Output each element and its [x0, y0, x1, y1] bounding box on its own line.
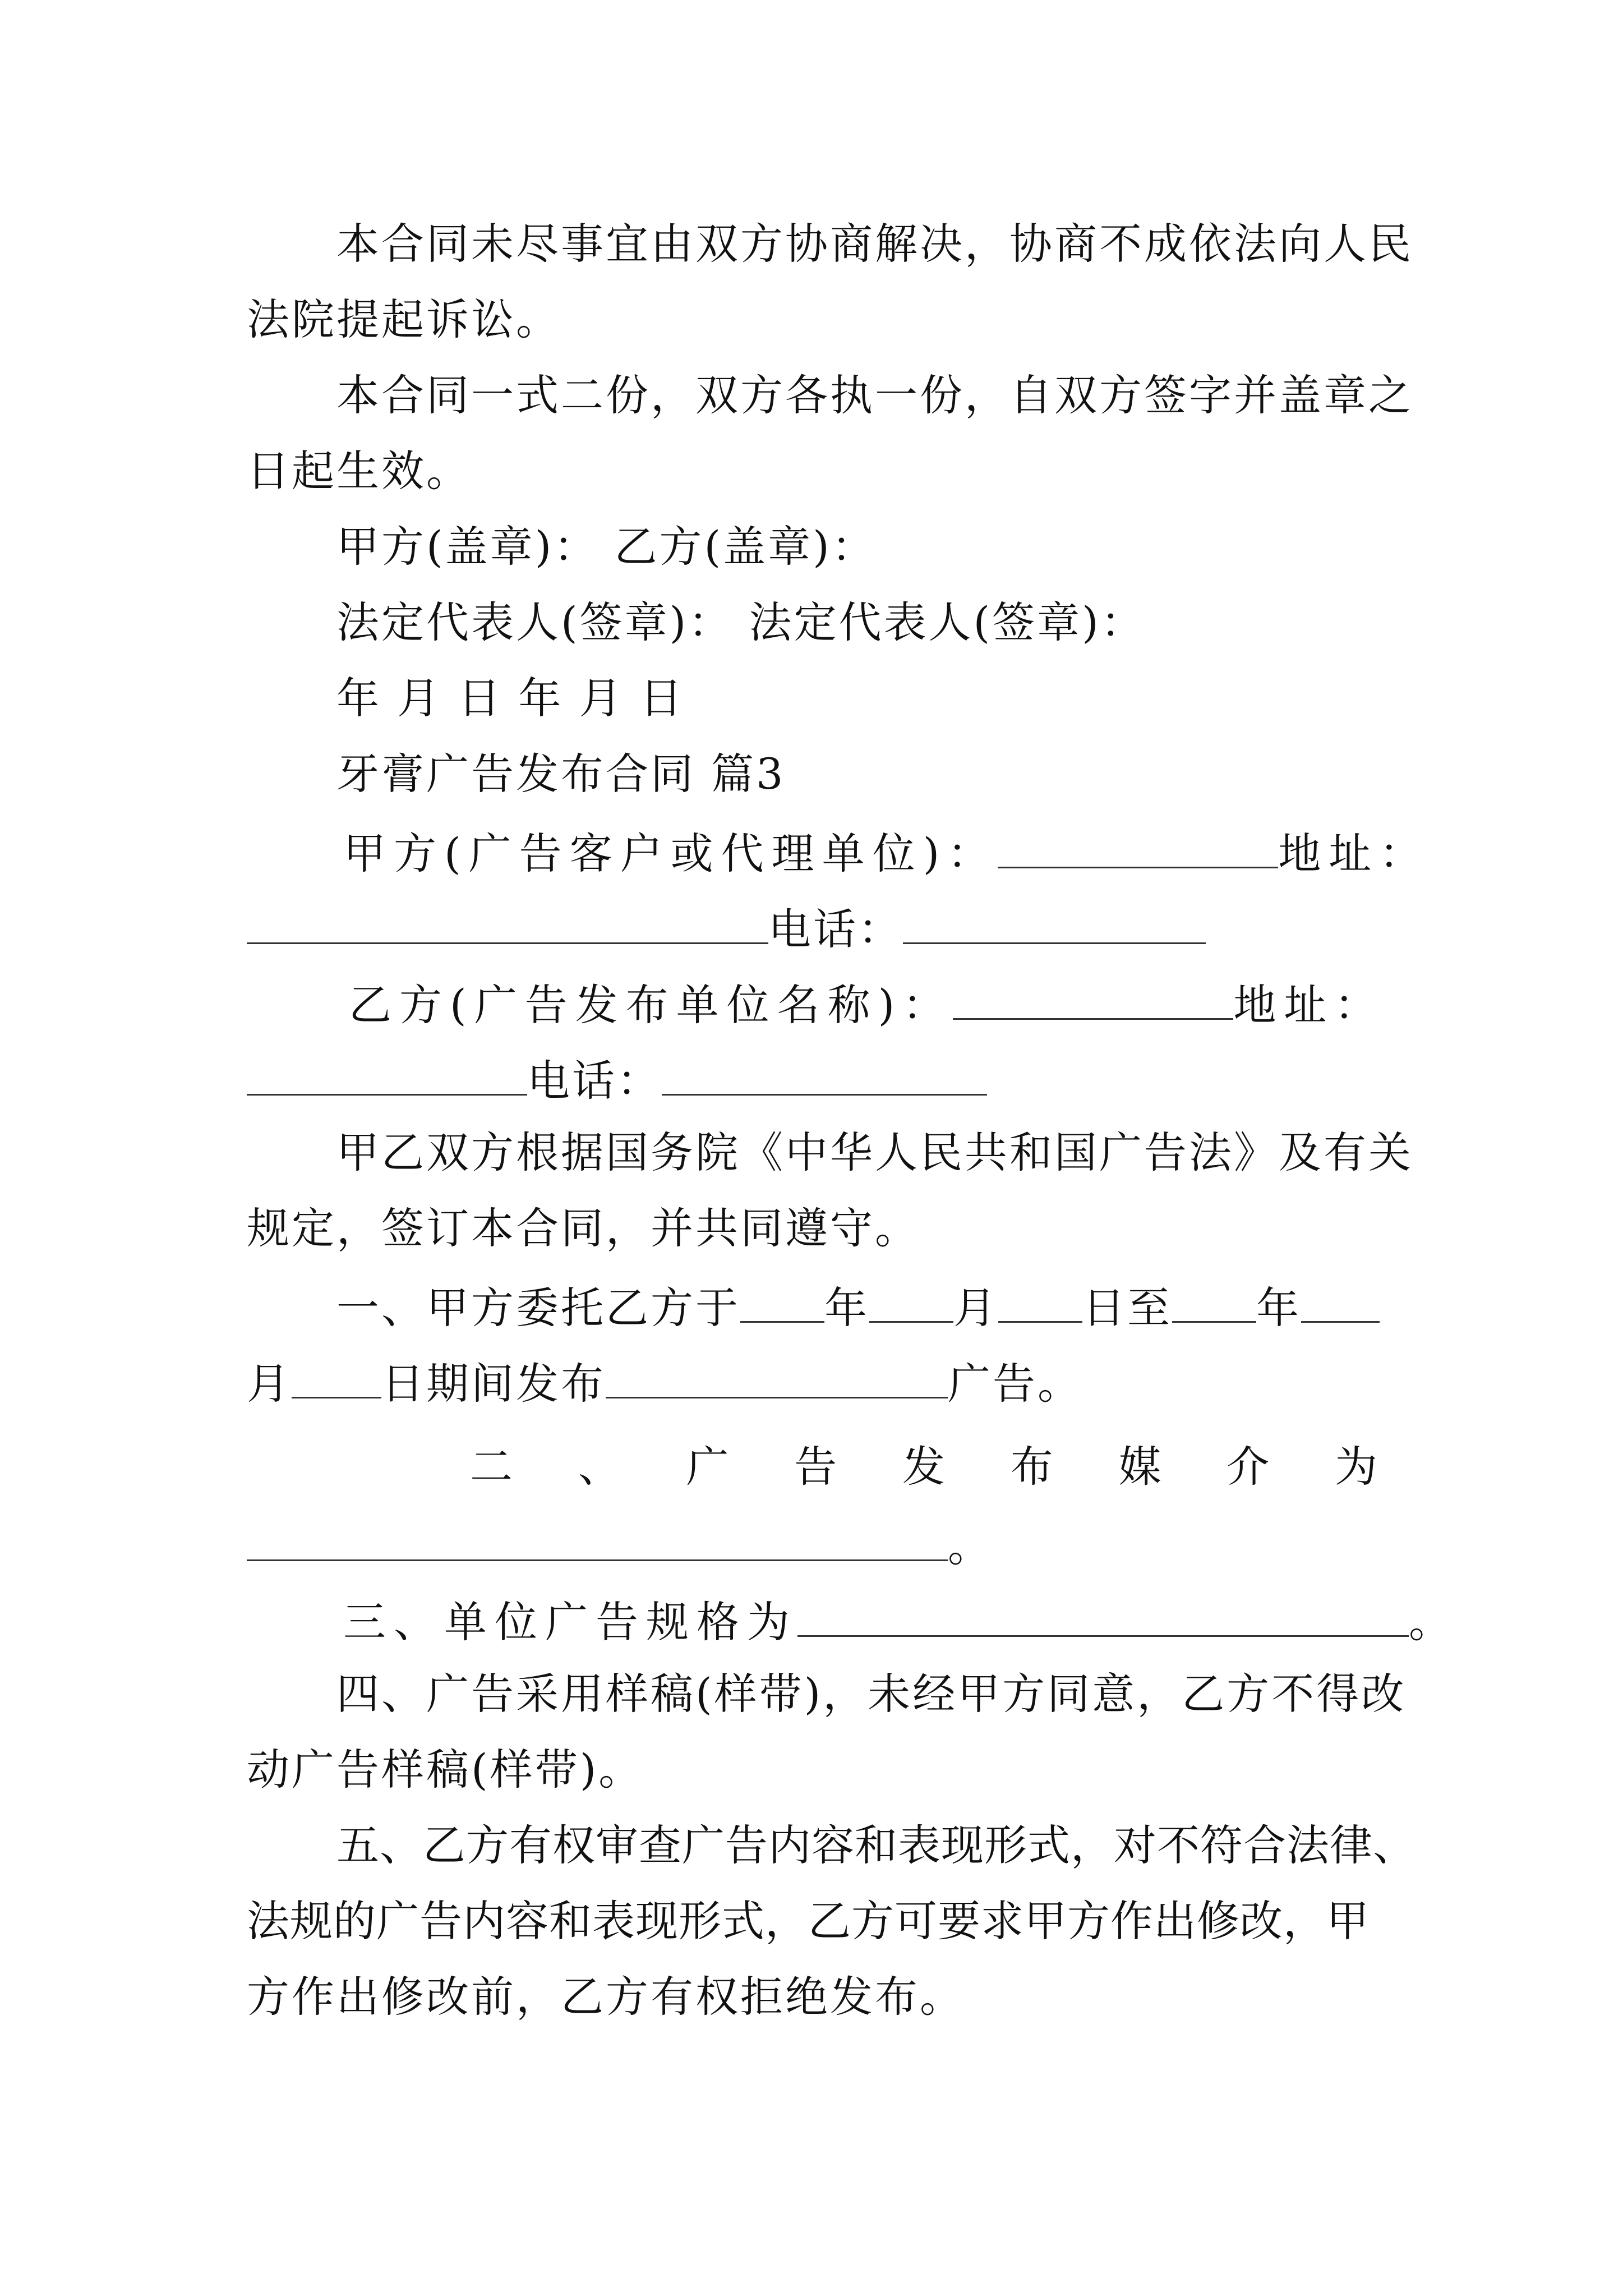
paragraph-line: 本合同未尽事宜由双方协商解决，协商不成依法向人民 [336, 219, 1413, 269]
clause-text: 日至 [1082, 1283, 1172, 1333]
party-a-line [343, 822, 1430, 882]
paragraph-line: 四、广告采用样稿(样带)，未经甲方同意，乙方不得改 [336, 1669, 1407, 1719]
clause-text: 。 [1409, 1597, 1459, 1647]
party-b-label: 乙方(广告发布单位名称)： [349, 980, 953, 1030]
paragraph-line: 法院提起诉讼。 [247, 295, 561, 344]
blank-field [740, 1276, 824, 1323]
blank-field [292, 1352, 381, 1398]
blank-field [247, 1515, 948, 1561]
clause-1-cont-line [247, 1352, 1380, 1412]
clause-text: 广告。 [948, 1359, 1082, 1409]
blank-field [998, 822, 1278, 868]
legal-rep-line: 法定代表人(签章)： 法定代表人(签章)： [336, 597, 1146, 647]
clause-char: 、 [578, 1442, 623, 1492]
clause-text: 三、单位广告规格为 [343, 1597, 797, 1647]
blank-field [797, 1590, 1409, 1637]
party-a-seal-line: 甲方(盖章)： 乙方(盖章)： [336, 522, 877, 572]
blank-field [606, 1352, 948, 1398]
address-label: 地址： [1278, 829, 1430, 878]
paragraph-line: 法规的广告内容和表现形式，乙方可要求甲方作出修改，甲 [247, 1896, 1370, 1946]
section-title: 牙膏广告发布合同 篇3 [336, 749, 786, 799]
clause-text: 月 [247, 1359, 292, 1409]
blank-field [1172, 1276, 1256, 1323]
clause-2-cont-line [247, 1515, 1380, 1575]
blank-field [247, 898, 768, 944]
phone-label: 电话： [768, 904, 903, 954]
blank-field [247, 1049, 527, 1096]
clause-2-line [470, 1439, 1380, 1495]
paragraph-line: 方作出修改前，乙方有权拒绝发布。 [247, 1972, 965, 2022]
clause-char: 发 [902, 1442, 947, 1492]
blank-field [953, 973, 1233, 1020]
blank-field [998, 1276, 1082, 1323]
paragraph-line: 规定，签订本合同，并共同遵守。 [247, 1203, 920, 1253]
party-a-label: 甲方(广告客户或代理单位)： [343, 829, 998, 878]
blank-field [662, 1049, 987, 1096]
blank-field [869, 1276, 953, 1323]
clause-3-line [343, 1590, 1459, 1650]
paragraph-line: 动广告样稿(样带)。 [247, 1745, 644, 1795]
clause-1-line [336, 1276, 1380, 1336]
clause-char: 介 [1227, 1442, 1272, 1492]
paragraph-line: 本合同一式二份，双方各执一份，自双方签字并盖章之 [336, 370, 1413, 420]
date-line: 年 月 日 年 月 日 [336, 673, 685, 723]
clause-char: 二 [470, 1442, 515, 1492]
clause-text: 年 [824, 1283, 869, 1333]
clause-text: 日期间发布 [381, 1359, 606, 1409]
paragraph-line: 甲乙双方根据国务院《中华人民共和国广告法》及有关 [336, 1128, 1413, 1177]
clause-text: 一、甲方委托乙方于 [336, 1283, 740, 1333]
clause-char: 广 [686, 1442, 731, 1492]
clause-text: 。 [948, 1521, 993, 1571]
paragraph-line: 日起生效。 [247, 446, 471, 496]
party-b-contact-line [247, 1049, 1380, 1109]
clause-char: 告 [794, 1442, 840, 1492]
address-label: 地址： [1233, 980, 1385, 1030]
party-a-contact-line [247, 898, 1380, 958]
clause-char: 媒 [1118, 1442, 1164, 1492]
clause-text: 月 [953, 1283, 998, 1333]
clause-char: 为 [1335, 1442, 1380, 1492]
clause-text: 年 [1256, 1283, 1301, 1333]
phone-label: 电话： [527, 1056, 662, 1106]
paragraph-line: 五、乙方有权审查广告内容和表现形式，对不符合法律、 [336, 1820, 1416, 1870]
party-b-line [349, 973, 1392, 1033]
blank-field [1301, 1276, 1380, 1323]
blank-field [903, 898, 1206, 944]
clause-char: 布 [1010, 1442, 1055, 1492]
